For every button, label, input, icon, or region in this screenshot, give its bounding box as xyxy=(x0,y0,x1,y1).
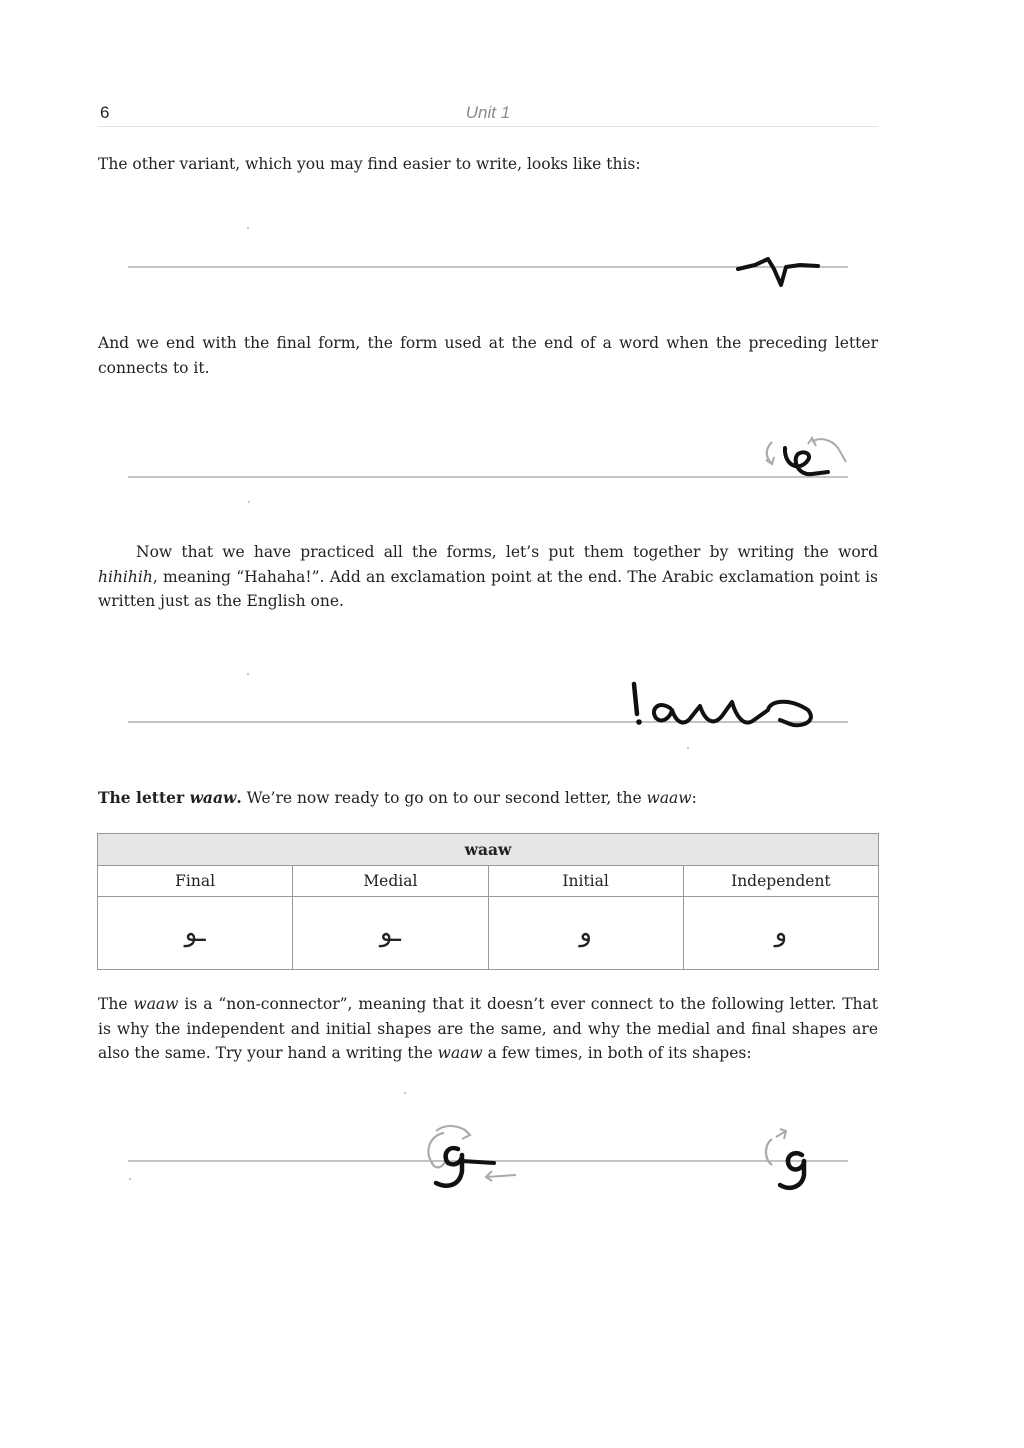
page-header xyxy=(98,100,878,127)
column-header-final: Final xyxy=(98,866,293,897)
page-number: 6 xyxy=(100,103,110,122)
handwriting-final-form xyxy=(0,430,1024,510)
paragraph-waaw-intro: The letter waaw. We’re now ready to go on to our second letter, the waaw: xyxy=(98,788,697,807)
glyph-independent: و xyxy=(683,897,878,970)
glyph-final: ـو xyxy=(98,897,293,970)
handwriting-word-example xyxy=(0,670,1024,760)
column-header-initial: Initial xyxy=(488,866,683,897)
paragraph-final-form-intro: And we end with the final form, the form used at the end of a word when the preceding letter connects to it. xyxy=(98,334,878,377)
running-title: Unit 1 xyxy=(465,103,511,122)
paragraph-non-connector: The waaw is a “non-connector”, meaning that it doesn’t ever connect to the following letter. That is why the independent and initial shapes are the same, and why the medial and final shapes are also the same. Try your hand a writing the waaw a few times, in both of its shapes: xyxy=(98,995,879,1062)
word-hihihih: hihihih xyxy=(98,567,153,586)
glyph-initial: و xyxy=(488,897,683,970)
handwriting-medial-variant xyxy=(0,225,1024,295)
paragraph-variant-intro: The other variant, which you may find easier to write, looks like this: xyxy=(98,155,641,173)
handwriting-waaw-practice xyxy=(0,1105,1024,1205)
table-title: waaw xyxy=(98,834,879,866)
glyph-medial: ـو xyxy=(293,897,488,970)
column-header-independent: Independent xyxy=(683,866,878,897)
paragraph-word-practice: Now that we have practiced all the forms, let’s put them together by writing the word hihihih, meaning “Hahaha!”. Add an exclamation point at the end. The Arabic exclamation point is written just as the English one. xyxy=(98,543,878,610)
column-header-medial: Medial xyxy=(293,866,488,897)
waaw-heading: The letter waaw. xyxy=(98,788,242,807)
waaw-forms-table xyxy=(97,833,879,970)
